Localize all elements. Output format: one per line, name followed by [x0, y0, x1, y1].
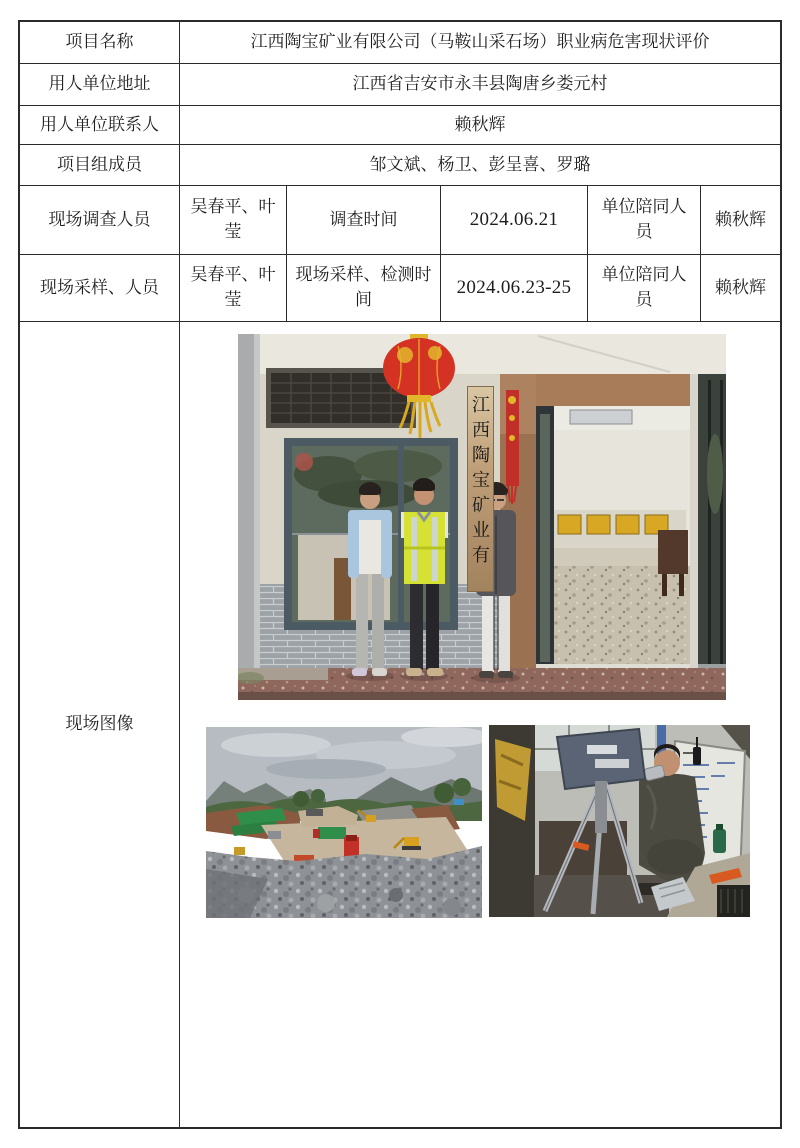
employer-address-value: 江西省吉安市永丰县陶唐乡娄元村	[180, 64, 780, 106]
escort-value-row5: 赖秋辉	[701, 186, 780, 255]
site-samplers-value: 吴春平、叶莹	[180, 255, 287, 322]
row-label-employer-address: 用人单位地址	[20, 64, 180, 106]
row-label-project-team: 项目组成员	[20, 145, 180, 186]
investigation-time-value: 2024.06.21	[441, 186, 588, 255]
project-info-table	[18, 20, 782, 1129]
row-label-site-samplers: 现场采样、人员	[20, 255, 180, 322]
sampling-photo	[489, 725, 750, 917]
row-label-site-investigators: 现场调查人员	[20, 186, 180, 255]
company-sign: 江西陶宝矿业有	[467, 386, 494, 592]
glass-door-right	[690, 374, 726, 674]
row-label-employer-contact: 用人单位联系人	[20, 106, 180, 145]
group-photo	[238, 334, 726, 700]
porch-pillar	[238, 334, 260, 668]
project-team-value: 邹文斌、杨卫、彭呈喜、罗璐	[180, 145, 780, 186]
escort-value-row6: 赖秋辉	[701, 255, 780, 322]
project-name-value: 江西陶宝矿业有限公司（马鞍山采石场）职业病危害现状评价	[180, 22, 780, 64]
escort-label-row5: 单位陪同人员	[588, 186, 701, 255]
row-label-project-name: 项目名称	[20, 22, 180, 64]
row-label-site-images: 现场图像	[20, 322, 180, 1127]
doorway-interior	[536, 374, 690, 670]
investigation-time-label: 调查时间	[287, 186, 441, 255]
quarry-photo	[206, 727, 482, 918]
sampling-time-value: 2024.06.23-25	[441, 255, 588, 322]
escort-label-row6: 单位陪同人员	[588, 255, 701, 322]
site-investigators-value: 吴春平、叶莹	[180, 186, 287, 255]
site-images-cell	[180, 322, 780, 1127]
sampling-time-label: 现场采样、检测时间	[287, 255, 441, 322]
employer-contact-value: 赖秋辉	[180, 106, 780, 145]
